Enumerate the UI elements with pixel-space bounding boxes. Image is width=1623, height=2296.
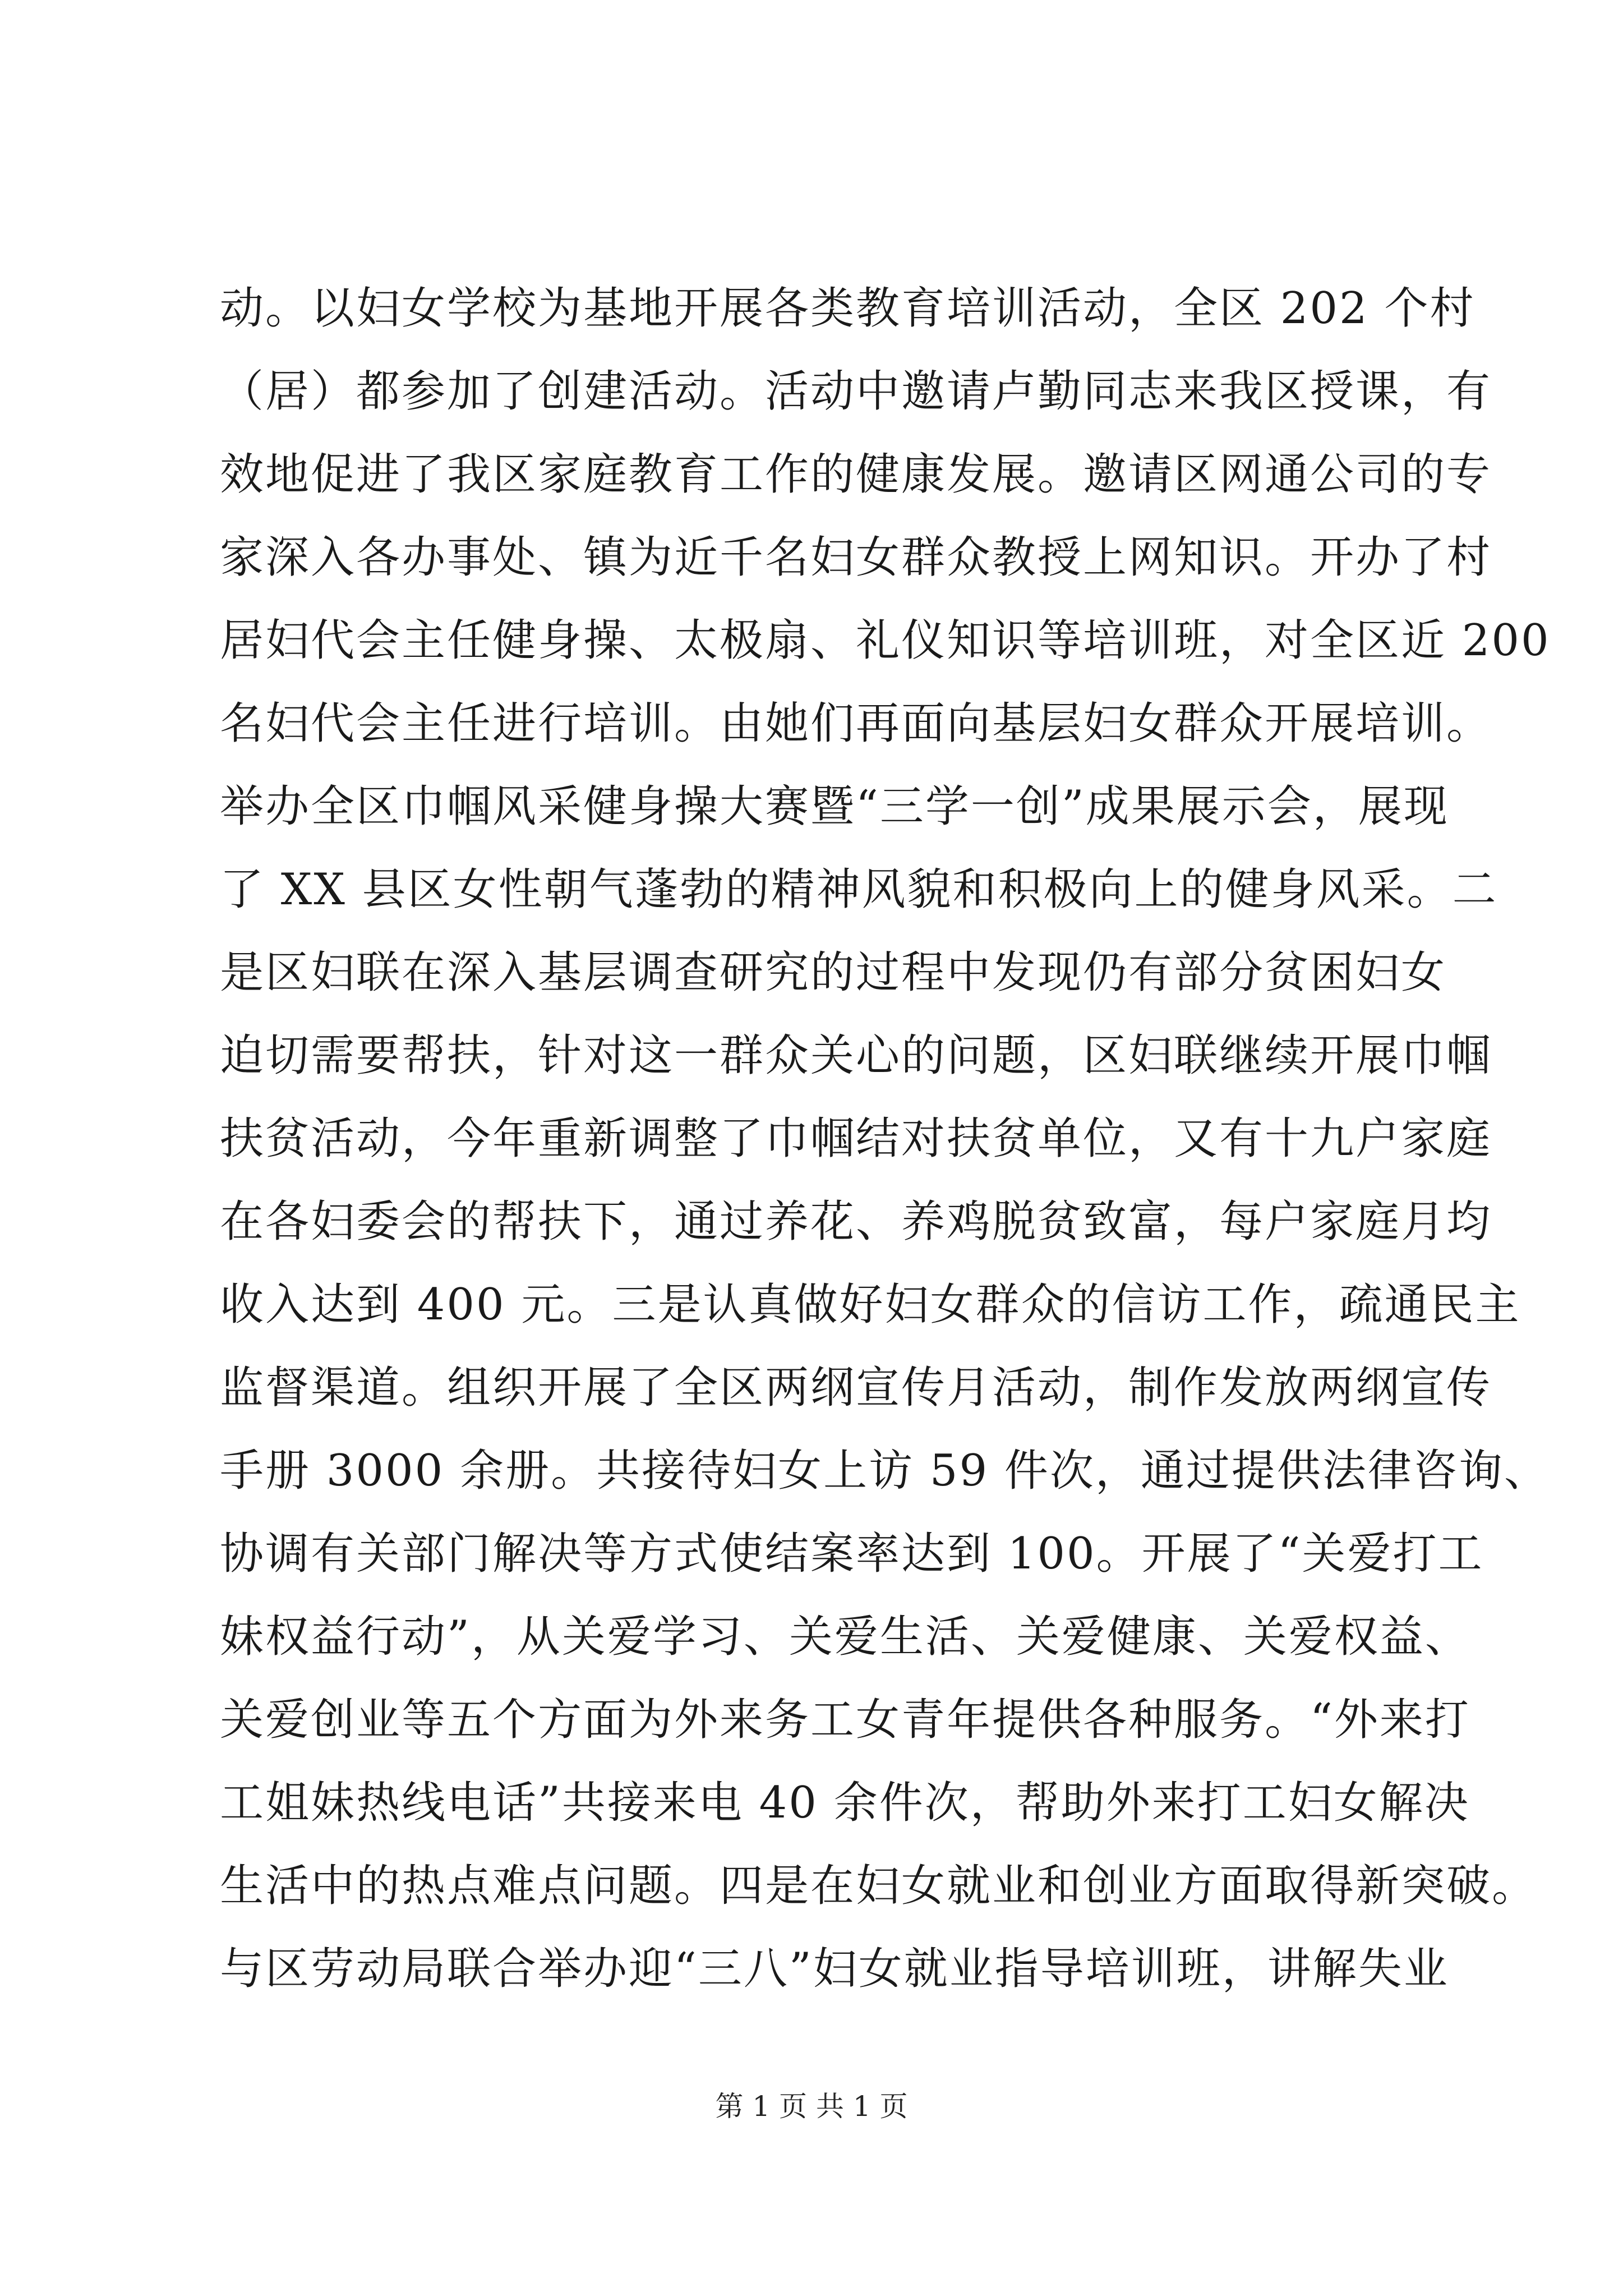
page-footer [0, 2087, 1623, 2126]
text-line: 生活中的热点难点问题。四是在妇女就业和创业方面取得新突破。 [220, 1861, 1538, 1911]
text-line: 扶贫活动，今年重新调整了巾帼结对扶贫单位，又有十九户家庭 [220, 1114, 1492, 1164]
text-line: 妹权益行动”，从关爱学习、关爱生活、关爱健康、关爱权益、 [220, 1612, 1470, 1662]
text-line: 动。以妇女学校为基地开展各类教育培训活动，全区 202 个村 [220, 283, 1476, 334]
text-line: 名妇代会主任进行培训。由她们再面向基层妇女群众开展培训。 [220, 698, 1492, 749]
text-line: 家深入各办事处、镇为近千名妇女群众教授上网知识。开办了村 [220, 532, 1492, 583]
text-line: 迫切需要帮扶，针对这一群众关心的问题，区妇联继续开展巾帼 [220, 1030, 1492, 1081]
body-text [220, 267, 1551, 2010]
text-line: 效地促进了我区家庭教育工作的健康发展。邀请区网通公司的专 [220, 449, 1492, 500]
text-line: 了 XX 县区女性朝气蓬勃的精神风貌和积极向上的健身风采。二 [220, 864, 1498, 915]
text-line: 收入达到 400 元。三是认真做好妇女群众的信访工作，疏通民主 [220, 1280, 1521, 1330]
text-line: 在各妇委会的帮扶下，通过养花、养鸡脱贫致富，每户家庭月均 [220, 1197, 1492, 1247]
text-line: 关爱创业等五个方面为外来务工女青年提供各种服务。“外来打 [220, 1695, 1470, 1745]
text-line: （居）都参加了创建活动。活动中邀请卢勤同志来我区授课，有 [220, 366, 1492, 417]
text-line: 工姐妹热线电话”共接来电 40 余件次，帮助外来打工妇女解决 [220, 1778, 1470, 1828]
text-line: 是区妇联在深入基层调查研究的过程中发现仍有部分贫困妇女 [220, 947, 1447, 998]
text-line: 监督渠道。组织开展了全区两纲宣传月活动，制作发放两纲宣传 [220, 1363, 1492, 1413]
text-line: 手册 3000 余册。共接待妇女上访 59 件次，通过提供法律咨询、 [220, 1446, 1550, 1496]
text-line: 居妇代会主任健身操、太极扇、礼仪知识等培训班，对全区近 200 [220, 615, 1551, 666]
page-number-label: 第 1 页 共 1 页 [715, 2090, 908, 2123]
text-line: 与区劳动局联合举办迎“三八”妇女就业指导培训班，讲解失业 [220, 1944, 1449, 1994]
text-line: 举办全区巾帼风采健身操大赛暨“三学一创”成果展示会，展现 [220, 781, 1449, 832]
text-line: 协调有关部门解决等方式使结案率达到 100。开展了“关爱打工 [220, 1529, 1484, 1579]
